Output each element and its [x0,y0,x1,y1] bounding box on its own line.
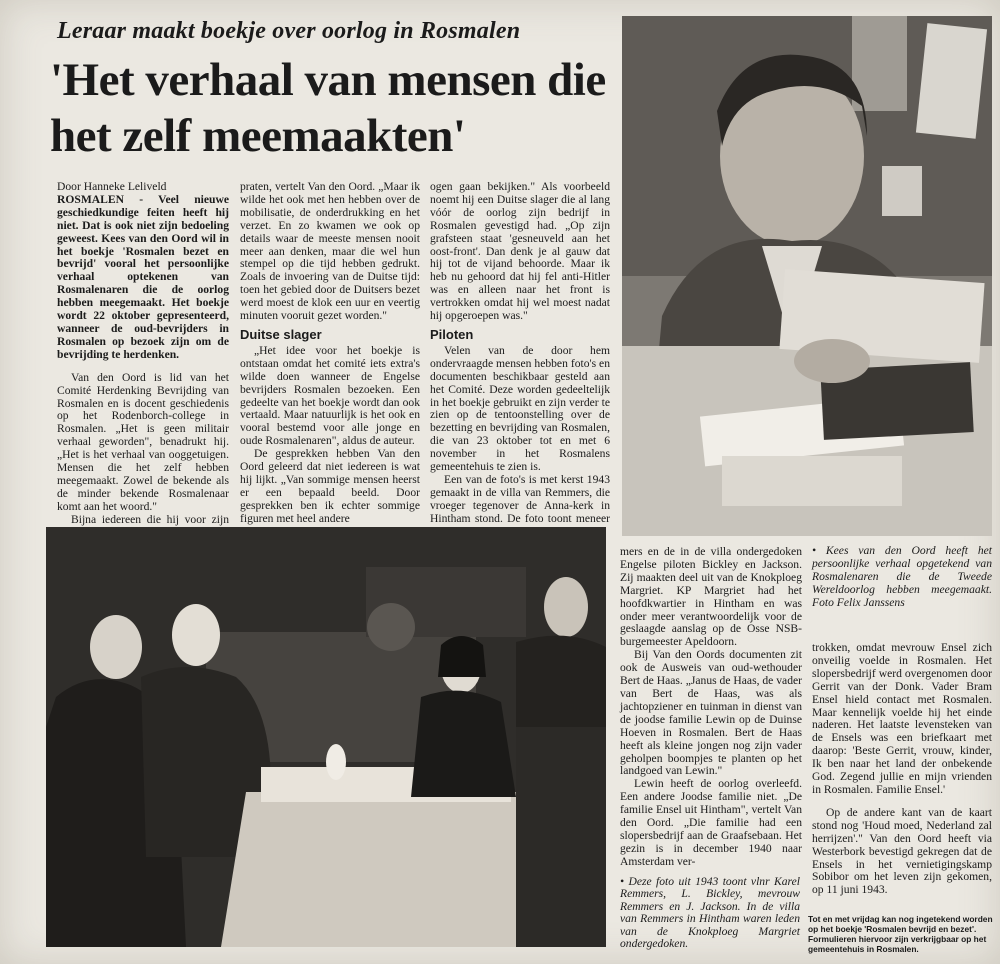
paragraph: „Het idee voor het boekje is ontstaan omdat het comité iets extra's wilde doen wanneer de Engelse bevrijders Rosmalen bezoeken. Een gedeelte van het boekje wordt dan ook vertaald. Maar natuurlijk is het ook en vooral bestemd voor alle jonge en oude Rosmalenaren", aldus de auteur. [240,343,420,448]
column-3 [430,181,610,538]
byline: Door Hanneke Leliveld [57,180,167,193]
portrait-photo [622,16,992,536]
group-photo [46,527,606,947]
paragraph: ogen gaan bekijken." Als voorbeeld noemt hij een Duitse slager die al lang vóór de oorlog zijn bedrijf in Rosmalen gevestigd had. „Op zijn grafsteen staat 'gesneuveld aan het oost-front'. Dan denk je al gauw dat hij tot de vijand behoorde. Maar ik heb nu gehoord dat hij fel anti-Hitler was en alleen naar het front is vertrokken omdat hij wel moest nadat hij opgeroepen was." [430,180,610,323]
paragraph: Bij Van den Oords documenten zit ook de Ausweis van oud-wethouder Bert de Haas. „Janus de Haas, de vader van Bert de Haas, was als jachtopziener en tuinman in dienst van de joodse familie Lewin op de Duinse Hoeven in Rosmalen. Bert de Haas heeft als kleine jongen nog zijn vader geholpen boompjes te planten op het landgoed van Lewin." [620,648,802,778]
subheading: Piloten [430,326,474,342]
paragraph: praten, vertelt Van den Oord. „Maar ik wilde het ook met hen hebben over de mobilisatie, de onderdrukking en het verzet. En zo kwamen we ook op details waar de meeste mensen nooit meer aan denken, maar die wel hun stempel op die tijd hebben gedrukt. Zoals de invoering van de Duitse tijd: toen het gebied door de Duitsers bezet werd moest de klok een uur en veertig minuten vooruit gezet worden." [240,180,420,323]
portrait-caption: • Kees van den Oord heeft het persoonlijke verhaal opgetekend van Rosmalenaren die de Tweede Wereldoorlog hebben meegemaakt. Foto Felix Janssens [812,544,992,609]
paragraph: trokken, omdat mevrouw Ensel zich onveilig voelde in Rosmalen. Het slopersbedrijf werd overgenomen door Gerrit van der Donk. Vader Bram Ensel hield contact met Rosmalen. Maar kennelijk voelde hij het einde naderen. Het laatste levensteken van de Ensels was een briefkaart met daarop: 'Beste Gerrit, vrouw, kinder, Ik ben naar het land der onbekende God. Zegend jullie en mijn vrienden in Rosmalen. Familie Ensel.' [812,641,992,796]
headline: 'Het verhaal van mensen die het zelf meemaakten' [50,54,606,162]
lead-paragraph: ROSMALEN - Veel nieuwe geschiedkundige feiten heeft hij niet. Dat is ook niet zijn bedoeling geweest. Kees van den Oord wil in het boekje 'Rosmalen bezet en bevrijd' vooral het persoonlijke verhaal optekenen van Rosmalenaren die de oorlog hebben meegemaakt. Het boekje wordt 22 oktober gepresenteerd, wanneer de oud-bevrijders in Rosmalen op bezoek zijn om de bevrijding te herdenken. [57,192,229,361]
column-5 [812,642,992,897]
paragraph: Een van de foto's is met kerst 1943 gemaakt in de villa van Remmers, die vroeger tegenover de Anna-kerk in Hintham stond. De foto toont meneer [430,472,610,525]
paragraph: Van den Oord is lid van het Comité Herdenking Bevrijding van Rosmalen en is docent geschiedenis op het Rodenborch-college in Rosmalen. „Het is geen militair verhaal geworden", benadrukt hij. „Het is het verhaal van ooggetuigen. Mensen die het zelf hebben meegemaakt. Zowel de bekende als de minder bekende Rosmalenaar komt aan het woord." [57,370,229,513]
column-4 [620,546,802,869]
paragraph: Lewin heeft de oorlog overleefd. Een andere Joodse familie niet. „De familie Ensel uit Hintham", vertelt Van den Oord. „Die familie had een slopersbedrijf aan de Graafsebaan. Het gezin is in december 1940 naar Amsterdam ver- [620,777,802,868]
footnote: Tot en met vrijdag kan nog ingetekend worden op het boekje 'Rosmalen bevrijd en bezet'. Formulieren hiervoor zijn verkrijgbaar op het gemeentehuis in Rosmalen. [808,914,993,954]
kicker: Leraar maakt boekje over oorlog in Rosmalen [57,18,521,44]
column-2 [240,181,420,526]
paragraph: Op de andere kant van de kaart stond nog 'Houd moed, Nederland zal herrijzen'." Van den Oord heeft via Westerbork bevestigd gekregen dat de Ensels in het vernietigingskamp Sobibor om het leven zijn gekomen, op 11 juni 1943. [812,805,992,897]
paragraph: Velen van de door hem ondervraagde mensen hebben foto's en documenten beschikbaar gesteld aan het Comité. Deze worden gedeeltelijk in het boekje gebruikt en zijn verder te zien op de tentoonstelling over de bezetting en bevrijding van Rosmalen, die van 23 oktober tot en met 6 november in het Rosmalens gemeentehuis te zien is. [430,343,610,474]
group-caption: • Deze foto uit 1943 toont vlnr Karel Remmers, L. Bickley, mevrouw Remmers en J. Jackson. In de villa van Remmers in Hintham waren leden van de Knokploeg Margriet ondergedoken. [620,875,800,951]
paragraph: Bijna iedereen die hij voor zijn [71,512,229,526]
subheading: Duitse slager [240,326,322,342]
paragraph: mers en de in de villa ondergedoken Engelse piloten Bickley en Jackson. Zij maakten deel uit van de Knokploeg Margriet. KP Margriet had het hoofdkwartier in Hintham en was onder meer verantwoordelijk voor de geslaagde aanslag op de Osse NSB-burgemeester Apeldoorn. [620,545,802,649]
column-1 [57,181,229,552]
paragraph: De gesprekken hebben Van den Oord geleerd dat niet iedereen is wat hij lijkt. „Van sommige mensen heerst er een bepaald beeld. Door gesprekken ben ik echter sommige figuren met heel andere [240,447,420,525]
